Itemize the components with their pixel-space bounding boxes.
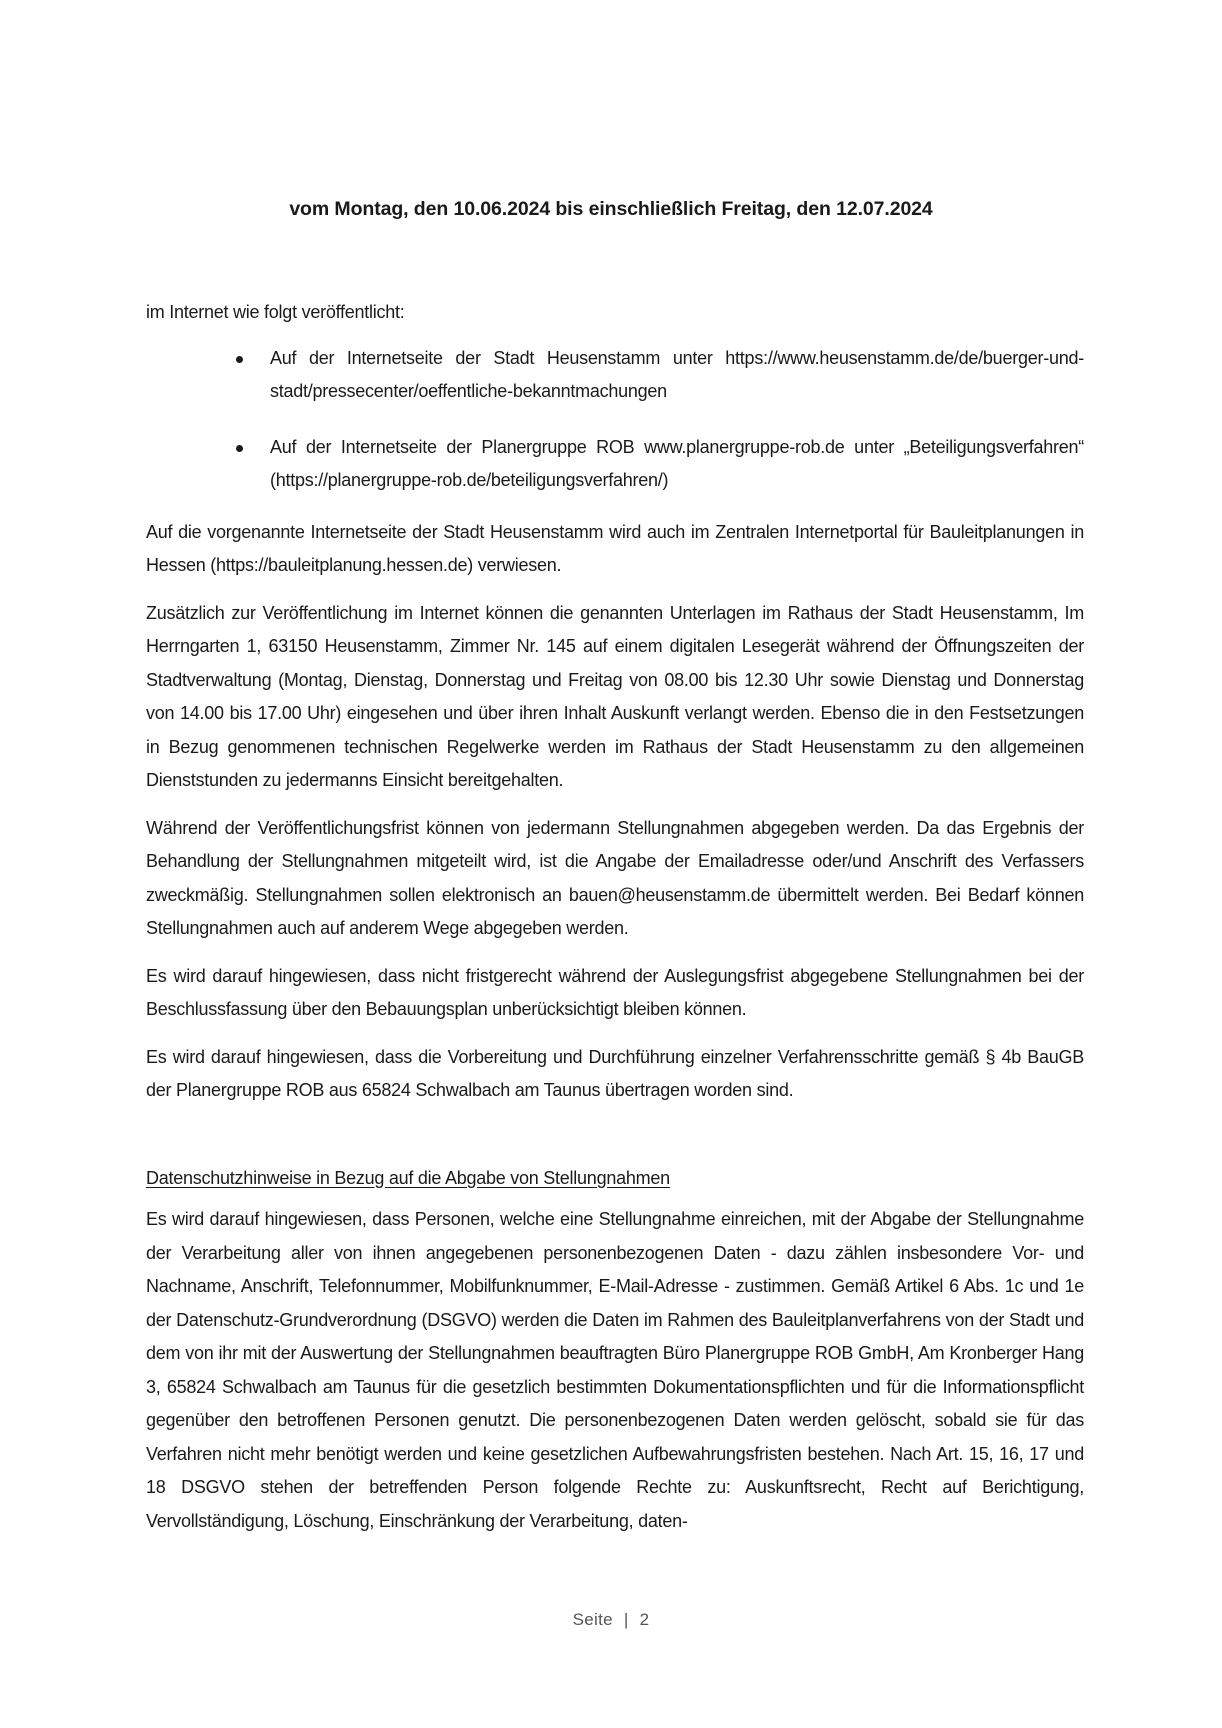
bullet-icon	[236, 356, 243, 363]
intro-text: im Internet wie folgt veröffentlicht:	[146, 302, 405, 322]
publication-list	[146, 342, 1084, 498]
privacy-heading: Datenschutzhinweise in Bezug auf die Abgabe von Stellungnahmen	[146, 1167, 670, 1188]
list-item	[146, 342, 1084, 409]
page-footer	[0, 1610, 1222, 1630]
page-number: 2	[639, 1610, 650, 1629]
paragraph-inspection: Zusätzlich zur Veröffentlichung im Internet können die genannten Unterlagen im Rathaus der Stadt Heusenstamm, Im Herrngarten 1, 63150 Heusenstamm, Zimmer Nr. 145 auf einem digitalen Lesegerät während der Öffnungszeiten der Stadtverwaltung (Montag, Dienstag, Donnerstag und Freitag von 08.00 bis 12.30 Uhr sowie Dienstag und Donnerstag von 14.00 bis 17.00 Uhr) eingesehen und über ihren Inhalt Auskunft verlangt werden. Ebenso die in den Festsetzungen in Bezug genommenen technischen Regelwerke werden im Rathaus der Stadt Heusenstamm zu den allgemeinen Dienststunden zu jedermanns Einsicht bereitgehalten.	[146, 602, 1084, 790]
list-item-text: Auf der Internetseite der Stadt Heusenstamm unter https://www.heusenstamm.de/de/buerger-und-stadt/pressecenter/oeffentliche-bekanntmachungen	[270, 347, 1084, 401]
paragraph-deadline-notice: Es wird darauf hingewiesen, dass nicht fristgerecht während der Auslegungsfrist abgegebene Stellungnahmen bei der Beschlussfassung über den Bebauungsplan unberücksichtigt bleiben können.	[146, 965, 1084, 1019]
section-spacer	[146, 1122, 1084, 1162]
list-item	[146, 431, 1084, 498]
paragraph-portal: Auf die vorgenannte Internetseite der Stadt Heusenstamm wird auch im Zentralen Internetportal für Bauleitplanungen in Hessen (https://bauleitplanung.hessen.de) verwiesen.	[146, 521, 1084, 575]
footer-separator: |	[623, 1610, 629, 1629]
period-heading: vom Montag, den 10.06.2024 bis einschließlich Freitag, den 12.07.2024	[289, 198, 933, 220]
page-label: Seite	[572, 1610, 613, 1629]
paragraph-statements: Während der Veröffentlichungsfrist können von jedermann Stellungnahmen abgegeben werden. Da das Ergebnis der Behandlung der Stellungnahmen mitgeteilt wird, ist die Angabe der Emailadresse oder/und Anschrift des Verfassers zweckmäßig. Stellungnahmen sollen elektronisch an bauen@heusenstamm.de übermittelt werden. Bei Bedarf können Stellungnahmen auch auf anderem Wege abgegeben werden.	[146, 817, 1084, 938]
bullet-icon	[236, 445, 243, 452]
list-item-text: Auf der Internetseite der Planergruppe ROB www.planergruppe-rob.de unter „Beteiligungsverfahren“ (https://planergruppe-rob.de/beteiligungsverfahren/)	[270, 436, 1084, 490]
document-body	[146, 296, 1084, 1538]
privacy-text: Es wird darauf hingewiesen, dass Personen, welche eine Stellungnahme einreichen, mit der Abgabe der Stellungnahme der Verarbeitung aller von ihnen angegebenen personenbezogenen Daten - dazu zählen insbesondere Vor- und Nachname, Anschrift, Telefonnummer, Mobilfunknummer, E-Mail-Adresse - zustimmen. Gemäß Artikel 6 Abs. 1c und 1e der Datenschutz-Grundverordnung (DSGVO) werden die Daten im Rahmen des Bauleitplanverfahrens von der Stadt und dem von ihr mit der Auswertung der Stellungnahmen beauftragten Büro Planergruppe ROB GmbH, Am Kronberger Hang 3, 65824 Schwalbach am Taunus für die gesetzlich bestimmten Dokumentationspflichten und für die Informationspflicht gegenüber den betroffenen Personen genutzt. Die personenbezogenen Daten werden gelöscht, sobald sie für das Verfahren nicht mehr benötigt werden und keine gesetzlichen Aufbewahrungsfristen bestehen. Nach Art. 15, 16, 17 und 18 DSGVO stehen der betreffenden Person folgende Rechte zu: Auskunftsrecht, Recht auf Berichtigung, Vervollständigung, Löschung, Einschränkung der Verarbeitung, daten-	[146, 1209, 1084, 1531]
paragraph-delegation: Es wird darauf hingewiesen, dass die Vorbereitung und Durchführung einzelner Verfahrensschritte gemäß § 4b BauGB der Planergruppe ROB aus 65824 Schwalbach am Taunus übertragen worden sind.	[146, 1046, 1084, 1100]
